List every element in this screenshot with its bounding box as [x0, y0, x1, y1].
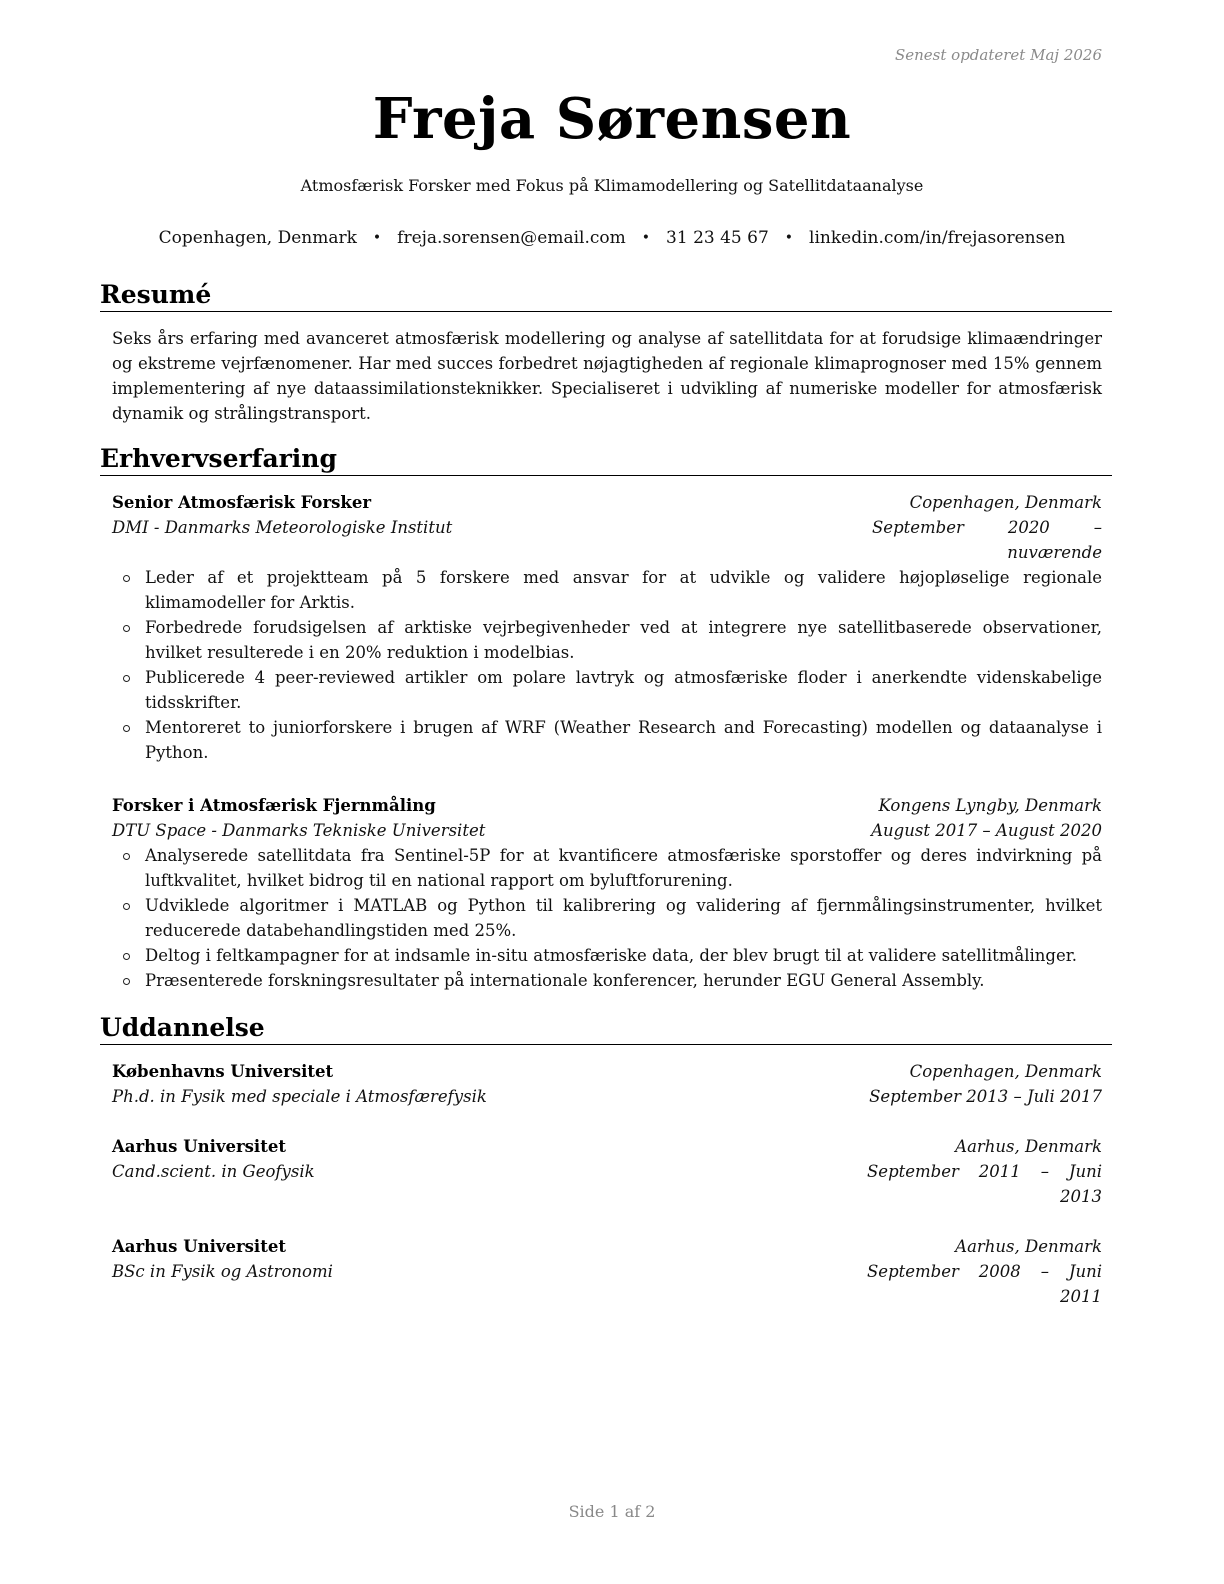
job-dates: September 2020 – nuværende: [872, 518, 1102, 562]
job-entry: [112, 793, 1102, 993]
contact-location: Copenhagen, Denmark: [158, 228, 357, 248]
education-entry: [112, 1234, 1102, 1309]
education-dates: September 2008 – Juni 2011: [867, 1262, 1102, 1306]
contact-line: [0, 228, 1224, 248]
candidate-name: Freja Sørensen: [372, 86, 852, 152]
school-name: Aarhus Universitet: [112, 1237, 286, 1256]
page-number: Side 1 af 2: [568, 1502, 656, 1521]
job-bullets: [112, 565, 1102, 765]
job-role: Forsker i Atmosfærisk Fjernmåling: [112, 796, 436, 815]
list-item: Leder af et projektteam på 5 forskere med ansvar for at udvikle og validere højopløselige regionale klimamodeller for Arktis.: [112, 565, 1102, 615]
degree-name: Cand.scient. in Geofysik: [112, 1162, 315, 1181]
school-location: Copenhagen, Denmark: [909, 1062, 1102, 1081]
education-entry: [112, 1059, 1102, 1109]
job-dates: August 2017 – August 2020: [871, 821, 1102, 840]
job-role: Senior Atmosfærisk Forsker: [112, 493, 372, 512]
summary-text: Seks års erfaring med avanceret atmosfærisk modellering og analyse af satellitdata for at forudsige klimaændringer og ekstreme vejrfænomener. Har med succes forbedret nøjagtigheden af regionale klimaprognoser med 15% gennem implementering af nye dataassimilationsteknikker. Specialiseret i udvikling af numeriske modeller for atmosfærisk dynamik og strålingstransport.: [112, 329, 1102, 423]
education-entry: [112, 1134, 1102, 1209]
bullet-separator-icon: •: [784, 230, 794, 246]
bullet-separator-icon: •: [372, 230, 382, 246]
school-name: Københavns Universitet: [112, 1062, 334, 1081]
education-dates: September 2011 – Juni 2013: [867, 1162, 1102, 1206]
list-item: Analyserede satellitdata fra Sentinel-5P for at kvantificere atmosfæriske sporstoffer og deres indvirkning på luftkvalitet, hvilket bidrog til en national rapport om byluftforurening.: [112, 843, 1102, 893]
school-location: Aarhus, Denmark: [955, 1237, 1102, 1256]
job-entry: [112, 490, 1102, 765]
job-bullets: [112, 843, 1102, 993]
contact-email[interactable]: freja.sorensen@email.com: [397, 228, 626, 248]
list-item: Udviklede algoritmer i MATLAB og Python til kalibrering og validering af fjernmålingsinstrumenter, hvilket reducerede databehandlingstiden med 25%.: [112, 893, 1102, 943]
section-title-experience: Erhvervserfaring: [100, 444, 1112, 476]
bullet-separator-icon: •: [641, 230, 651, 246]
job-organization: DMI - Danmarks Meteorologiske Institut: [112, 518, 453, 537]
school-name: Aarhus Universitet: [112, 1137, 286, 1156]
section-title-education: Uddannelse: [100, 1013, 1112, 1045]
candidate-headline: Atmosfærisk Forsker med Fokus på Klimamodellering og Satellitdataanalyse: [300, 176, 924, 195]
last-updated-note: Senest opdateret Maj 2026: [894, 46, 1102, 64]
list-item: Forbedrede forudsigelsen af arktiske vejrbegivenheder ved at integrere nye satellitbaserede observationer, hvilket resulterede i en 20% reduktion i modelbias.: [112, 615, 1102, 665]
list-item: Mentoreret to juniorforskere i brugen af WRF (Weather Research and Forecasting) modellen og dataanalyse i Python.: [112, 715, 1102, 765]
list-item: Præsenterede forskningsresultater på internationale konferencer, herunder EGU General Assembly.: [112, 968, 1102, 993]
education-dates: September 2013 – Juli 2017: [869, 1087, 1102, 1106]
section-title-summary: Resumé: [100, 280, 1112, 312]
contact-phone[interactable]: 31 23 45 67: [666, 228, 769, 248]
job-location: Copenhagen, Denmark: [909, 493, 1102, 512]
school-location: Aarhus, Denmark: [955, 1137, 1102, 1156]
contact-linkedin[interactable]: linkedin.com/in/frejasorensen: [809, 228, 1066, 248]
list-item: Publicerede 4 peer-reviewed artikler om polare lavtryk og atmosfæriske floder i anerkendte videnskabelige tidsskrifter.: [112, 665, 1102, 715]
degree-name: Ph.d. in Fysik med speciale i Atmosfærefysik: [112, 1087, 487, 1106]
job-location: Kongens Lyngby, Denmark: [878, 796, 1102, 815]
degree-name: BSc in Fysik og Astronomi: [112, 1262, 333, 1281]
job-organization: DTU Space - Danmarks Tekniske Universitet: [112, 821, 486, 840]
list-item: Deltog i feltkampagner for at indsamle in-situ atmosfæriske data, der blev brugt til at validere satellitmålinger.: [112, 943, 1102, 968]
